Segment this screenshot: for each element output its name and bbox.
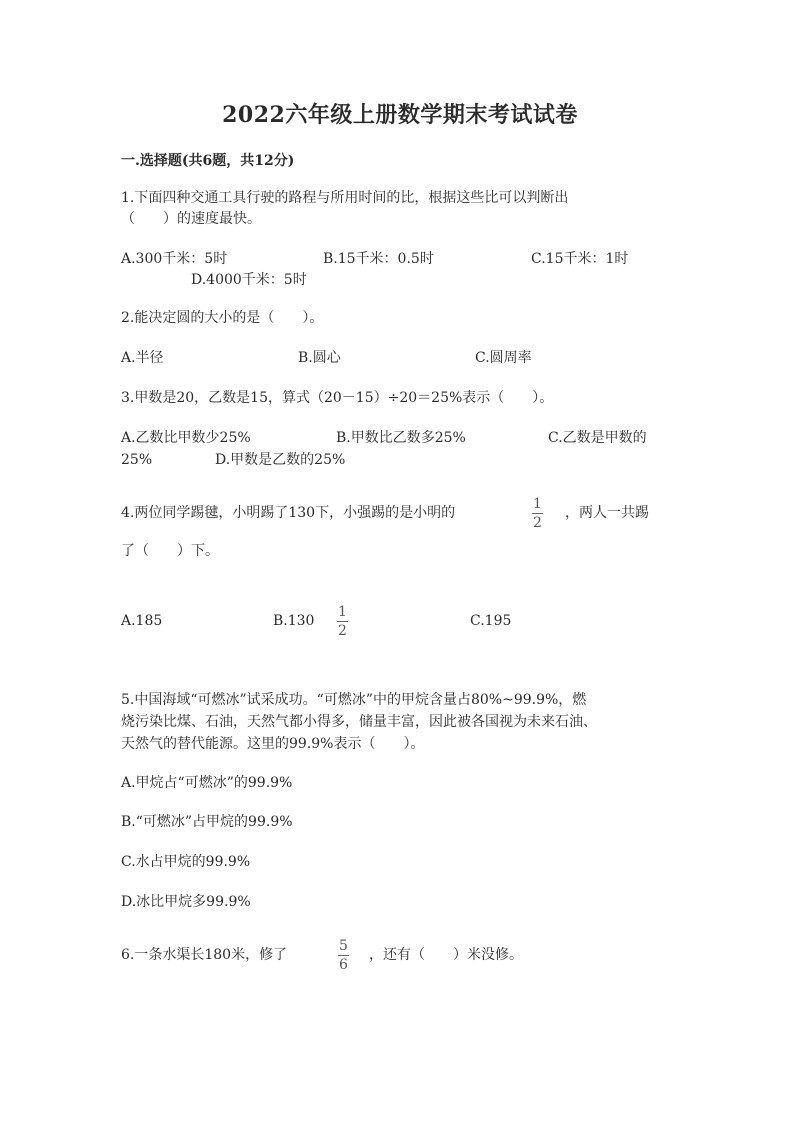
question-4-stem-line-1: 4.两位同学踢毽，小明踢了130下，小强踢的是小明的 <box>121 505 456 521</box>
question-2-option-a[interactable]: A.半径 <box>121 350 164 366</box>
question-6-stem: 6.一条水渠长180米，修了 <box>121 947 288 963</box>
fraction-bar <box>532 513 543 514</box>
question-1-stem-line-2: （ ）的速度最快。 <box>121 211 261 227</box>
question-5-stem-line-1: 5.中国海域“可燃冰”试采成功。“可燃冰”中的甲烷含量占80%~99.9%，燃 <box>121 692 587 708</box>
question-1-stem-line-1: 1.下面四种交通工具行驶的路程与所用时间的比，根据这些比可以判断出 <box>121 190 569 206</box>
question-4-stem-line-2: 了（ ）下。 <box>121 543 219 559</box>
fraction-numerator: 5 <box>339 938 348 954</box>
question-4-stem-line-1-end: ，两人一共踢 <box>565 505 649 521</box>
question-3-option-c[interactable]: C.乙数是甲数的 <box>548 430 647 446</box>
question-3-option-c-continued: 25% <box>121 452 153 468</box>
question-2-option-b[interactable]: B.圆心 <box>298 350 341 366</box>
question-5-option-d[interactable]: D.冰比甲烷多99.9% <box>121 894 251 910</box>
fraction-denominator: 2 <box>533 515 542 531</box>
question-4-option-b-fraction <box>337 604 348 639</box>
page-title: 2022六年级上册数学期末考试试卷 <box>222 102 578 128</box>
fraction-bar <box>338 955 349 956</box>
question-4-fraction <box>532 496 543 531</box>
question-1-option-a[interactable]: A.300千米：5时 <box>121 251 228 267</box>
question-5-option-c[interactable]: C.水占甲烷的99.9% <box>121 854 251 870</box>
question-4-option-b[interactable]: B.130 <box>273 613 315 629</box>
fraction-numerator: 1 <box>533 496 542 512</box>
question-4-option-a[interactable]: A.185 <box>121 613 163 629</box>
question-3-option-b[interactable]: B.甲数比乙数多25% <box>336 430 466 446</box>
question-1-option-d[interactable]: D.4000千米：5时 <box>191 272 307 288</box>
question-5-stem-line-3: 天然气的替代能源。这里的99.9%表示（ ）。 <box>121 736 425 752</box>
fraction-denominator: 2 <box>338 623 347 639</box>
question-3-stem: 3.甲数是20，乙数是15，算式（20－15）÷20＝25%表示（ ）。 <box>121 390 554 406</box>
question-2-option-c[interactable]: C.圆周率 <box>475 350 532 366</box>
question-6-fraction <box>338 938 349 973</box>
question-2-stem: 2.能决定圆的大小的是（ ）。 <box>121 310 324 326</box>
question-3-option-a[interactable]: A.乙数比甲数少25% <box>121 430 251 446</box>
fraction-numerator: 1 <box>338 604 347 620</box>
fraction-denominator: 6 <box>339 957 348 973</box>
question-1-option-c[interactable]: C.15千米：1时 <box>531 251 629 267</box>
question-5-option-b[interactable]: B.“可燃冰”占甲烷的99.9% <box>121 814 293 830</box>
question-3-option-d[interactable]: D.甲数是乙数的25% <box>215 452 346 468</box>
fraction-bar <box>337 621 348 622</box>
question-4-option-c[interactable]: C.195 <box>470 613 512 629</box>
section-heading: 一.选择题(共6题，共12分) <box>121 153 295 169</box>
question-1-option-b[interactable]: B.15千米：0.5时 <box>323 251 434 267</box>
question-5-option-a[interactable]: A.甲烷占“可燃冰”的99.9% <box>121 775 293 791</box>
question-5-stem-line-2: 烧污染比煤、石油，天然气都小得多，储量丰富，因此被各国视为未来石油、 <box>121 714 597 730</box>
question-6-stem-end: ，还有（ ）米没修。 <box>369 947 523 963</box>
